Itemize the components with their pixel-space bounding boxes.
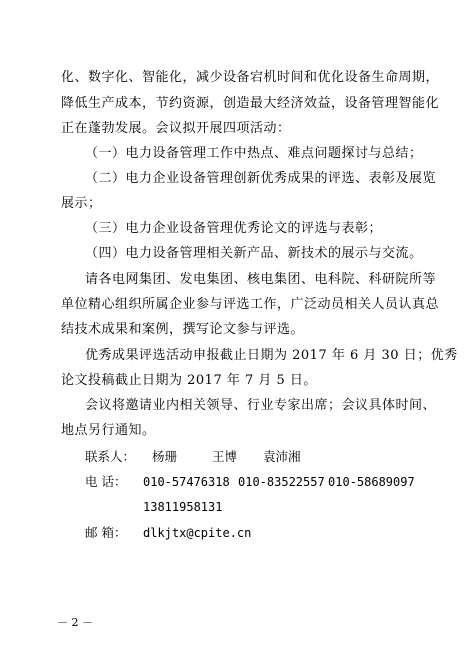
paragraph-line: 正在蓬勃发展。会议拟开展四项活动：	[61, 121, 291, 136]
paragraph-line: 化、数字化、智能化，减少设备宕机时间和优化设备生命周期，	[61, 70, 440, 85]
activity-item-2-continued: 展示；	[61, 196, 102, 211]
deadline-line: 论文投稿截止日期为 2017 年 7 月 5 日。	[61, 373, 317, 388]
deadline-line: 优秀成果评选活动申报截止日期为 2017 年 6 月 30 日；优秀	[85, 348, 458, 363]
paragraph-line: 单位精心组织所属企业参与评选工作，广泛动员相关人员认真总	[61, 297, 440, 312]
phone-number: 010-57476318	[143, 475, 230, 489]
phone-number: 13811958131	[143, 500, 223, 514]
phone-label: 电 话：	[85, 474, 127, 489]
activity-item-4: （四）电力设备管理相关新产品、新技术的展示与交流。	[85, 246, 423, 261]
email-address: dlkjtx@cpite.cn	[143, 526, 252, 540]
contact-person: 杨珊	[152, 449, 178, 464]
contact-person: 王博	[212, 449, 238, 464]
activity-item-3: （三）电力企业设备管理优秀论文的评选与表彰；	[85, 221, 383, 236]
paragraph-line: 地点另行通知。	[61, 423, 156, 438]
paragraph-line: 会议将邀请业内相关领导、行业专家出席；会议具体时间、	[85, 398, 437, 413]
activity-item-1: （一）电力设备管理工作中热点、难点问题探讨与总结；	[85, 146, 423, 161]
paragraph-line: 降低生产成本，节约资源，创造最大经济效益，设备管理智能化	[61, 96, 440, 111]
paragraph-line: 请各电网集团、发电集团、核电集团、电科院、科研院所等	[85, 272, 437, 287]
activity-item-2: （二）电力企业设备管理创新优秀成果的评选、表彰及展览	[85, 171, 437, 186]
page-number: － 2 －	[57, 616, 93, 629]
phone-number: 010-58689097	[328, 475, 415, 489]
contact-person: 袁沛湘	[263, 449, 301, 464]
paragraph-line: 结技术成果和案例，撰写论文参与评选。	[61, 322, 305, 337]
contact-people-label: 联系人：	[85, 449, 136, 464]
phone-number: 010-83522557	[238, 475, 325, 489]
email-label: 邮 箱：	[85, 525, 127, 540]
